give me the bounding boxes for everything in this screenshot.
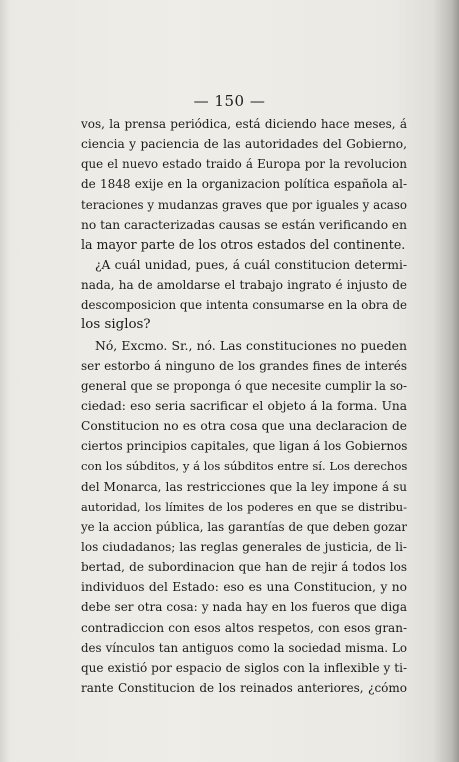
page-edge-shadow xyxy=(0,0,10,762)
text-line: teraciones y mudanzas graves que por iguales y acaso xyxy=(81,197,407,212)
text-line: Nó, Excmo. Sr., nó. Las constituciones no pueden xyxy=(95,337,407,353)
text-line: debe ser otra cosa: y nada hay en los fueros que diga xyxy=(81,600,407,615)
text-line: los siglos? xyxy=(81,317,151,333)
spine-shadow xyxy=(433,0,459,762)
text-line: vos, la prensa periódica, está diciendo hace meses, á xyxy=(81,117,407,131)
text-line: del Monarca, las restricciones que la ley impone á su xyxy=(81,479,407,494)
text-line: Constitucion no es otra cosa que una declaracion de xyxy=(81,419,407,434)
text-line: contradiccion con esos altos respetos, con esos gran- xyxy=(81,620,407,635)
text-line: general que se proponga ó que necesite cumplir la so- xyxy=(81,378,407,393)
text-line: individuos del Estado: eso es una Constitucion, y no xyxy=(81,580,407,595)
text-line: des vínculos tan antiguos como la sociedad misma. Lo xyxy=(81,640,407,655)
body-text xyxy=(81,114,407,698)
text-line: descomposicion que intenta consumarse en la obra de xyxy=(81,298,407,313)
text-line: autoridad, los límites de los poderes en que se distribu- xyxy=(81,499,407,514)
text-line: ¿A cuál unidad, pues, á cuál constitucion determi- xyxy=(95,257,407,272)
text-line: que el nuevo estado traido á Europa por la revolucion xyxy=(81,157,407,172)
text-line: ser estorbo á ninguno de los grandes fines de interés xyxy=(81,358,407,373)
text-line: ciedad: eso seria sacrificar el objeto á la forma. Una xyxy=(81,398,407,413)
text-line: nada, ha de amoldarse el trabajo ingrato é injusto de xyxy=(81,278,407,293)
text-line: ciertos principios capitales, que ligan á los Gobiernos xyxy=(81,439,407,454)
text-line: los ciudadanos; las reglas generales de justicia, de li- xyxy=(81,539,407,554)
text-line: de 1848 exije en la organizacion política española al- xyxy=(81,177,407,192)
text-line: la mayor parte de los otros estados del continente. xyxy=(81,236,406,252)
text-line: bertad, de subordinacion que han de rejir á todos los xyxy=(81,560,407,575)
text-line: no tan caracterizadas causas se están verificando en xyxy=(81,217,407,232)
text-line: que existió por espacio de siglos con la inflexible y ti- xyxy=(81,660,407,675)
text-line: ciencia y paciencia de las autoridades del Gobierno, xyxy=(81,137,407,152)
text-line: ye la accion pública, las garantías de que deben gozar xyxy=(81,519,407,534)
text-line: con los súbditos, y á los súbditos entre sí. Los derechos xyxy=(81,459,407,474)
page-number: — 150 — xyxy=(193,92,266,110)
text-line: rante Constitucion de los reinados anteriores, ¿cómo xyxy=(81,680,407,695)
